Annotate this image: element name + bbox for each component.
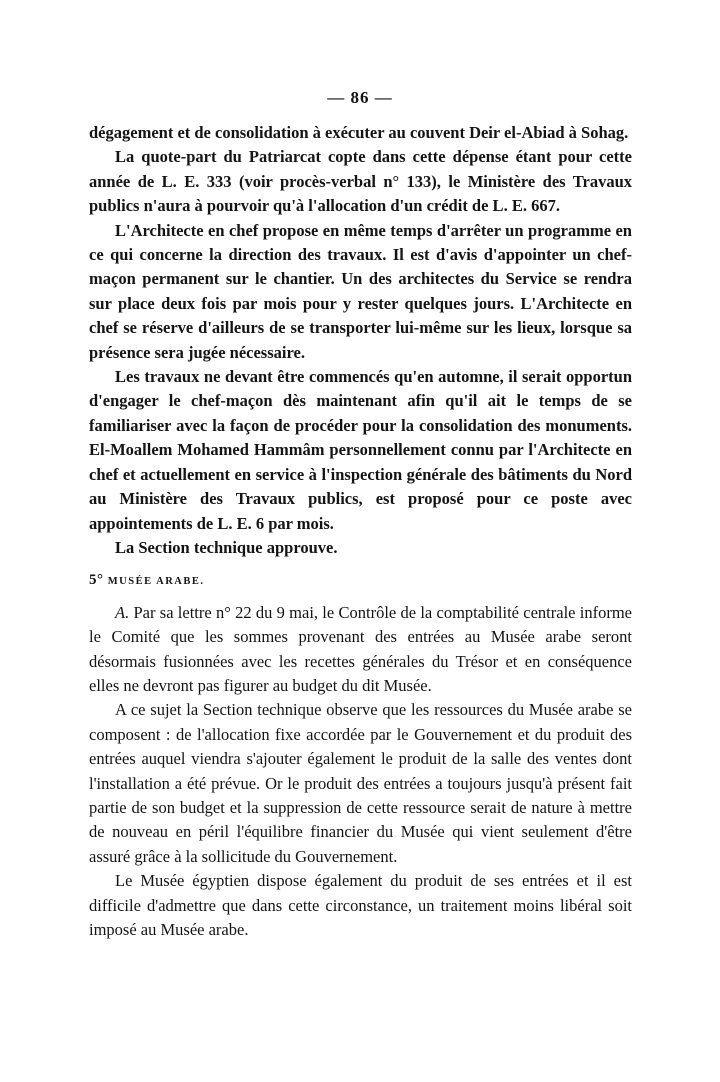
paragraph-quote-part: La quote-part du Patriarcat copte dans cette dépense étant pour cette année de L. E. 333 (voir procès-verbal n° 133), le Ministère des Travaux publics n'aura à pourvoir qu'à l'allocation d'un crédit de L. E. 667.	[89, 147, 632, 216]
page-number: — 86 —	[327, 88, 393, 107]
item-letter: A.	[115, 602, 130, 622]
section-title: MUSÉE ARABE.	[107, 576, 205, 588]
section-heading	[89, 568, 632, 594]
section-number: 5°	[89, 572, 104, 589]
paragraph-travaux-automne: Les travaux ne devant être commencés qu'en automne, il serait opportun d'engager le chef-maçon dès maintenant afin qu'il ait le temps de se familiariser avec la façon de procéder pour la consolidation des monuments. El-Moallem Mohamed Hammâm personnellement connu par l'Architecte en chef et actuellement en service à l'inspection générale des bâtiments du Nord au Ministère des Travaux publics, est proposé pour ce poste avec appointements de L. E. 6 par mois.	[89, 367, 632, 533]
paragraph-section-approuve: La Section technique approuve.	[115, 537, 338, 557]
paragraph-musee-egyptien: Le Musée égyptien dispose également du produit de ses entrées et il est difficile d'admettre que dans cette circonstance, un traitement moins libéral soit imposé au Musée arabe.	[89, 871, 632, 939]
paragraph-continuation: dégagement et de consolidation à exécuter au couvent Deir el-Abiad à Sohag.	[89, 123, 629, 142]
body-text	[89, 121, 632, 942]
paragraph-lettre-controle-text: Par sa lettre n° 22 du 9 mai, le Contrôle de la comptabilité centrale informe le Comité que les sommes provenant des entrées au Musée arabe seront désormais fusionnées avec les recettes générales du Trésor et en conséquence elles ne devront pas figurer au budget du dit Musée.	[89, 602, 632, 695]
paragraph-lettre-controle	[89, 601, 632, 699]
paragraph-architecte-programme: L'Architecte en chef propose en même temps d'arrêter un programme en ce qui concerne la direction des travaux. Il est d'avis d'appointer un chef-maçon permanent sur le chantier. Un des architectes du Service se rendra sur place deux fois par mois pour y rester quelques jours. L'Architecte en chef se réserve d'ailleurs de se transporter lui-même sur les lieux, lorsque sa présence sera jugée nécessaire.	[89, 220, 632, 362]
paragraph-ressources-musee: A ce sujet la Section technique observe que les ressources du Musée arabe se composent : de l'allocation fixe accordée par le Gouvernement et du produit des entrées auquel viendra s'ajouter également le produit de la salle des ventes dont l'installation a été prévue. Or le produit des entrées a toujours jusqu'à présent fait partie de son budget et la suppression de cette ressource serait de nature à mettre de nouveau en péril l'équilibre financier du Musée qui vient seulement d'être assuré grâce à la sollicitude du Gouvernement.	[89, 700, 632, 866]
